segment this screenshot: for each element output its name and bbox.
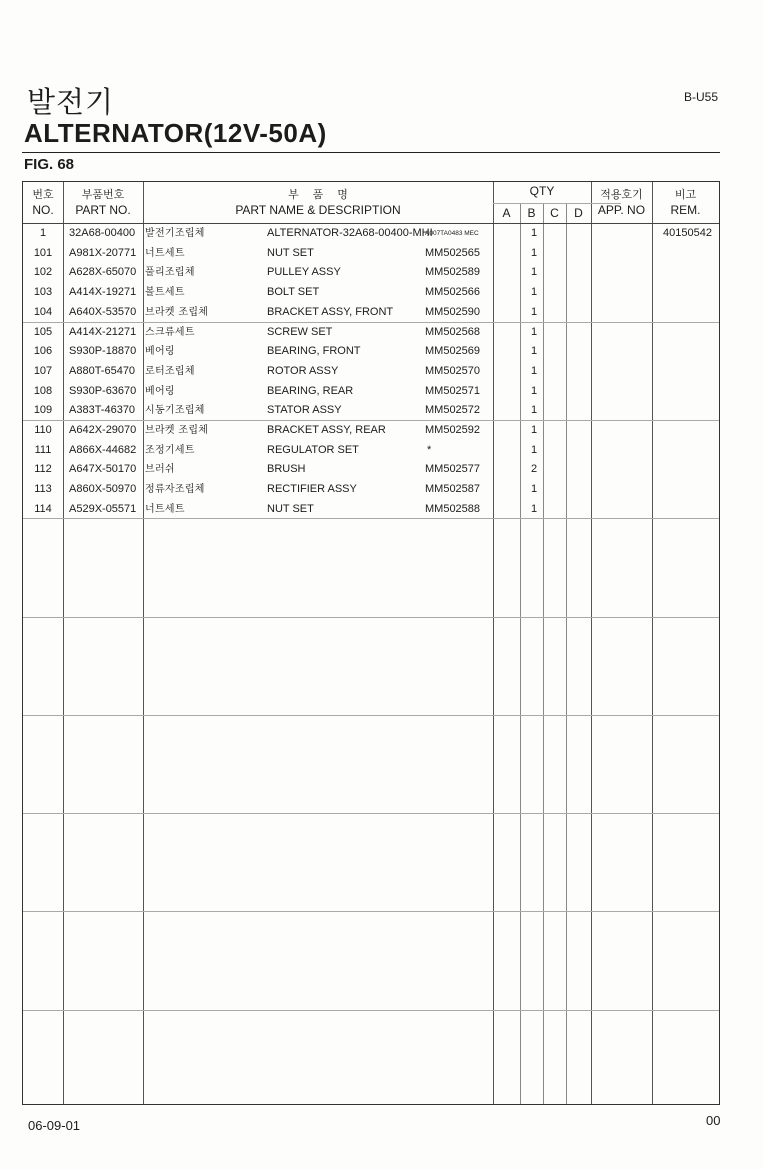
part-name-korean: 시동기조립체 <box>145 405 205 417</box>
table-row <box>23 401 719 421</box>
group-divider <box>23 1010 719 1011</box>
table-row <box>23 303 719 323</box>
table-row <box>23 224 719 244</box>
part-number: A642X-29070 <box>69 424 137 436</box>
part-name: BRACKET ASSY, FRONT <box>267 305 394 318</box>
table-row <box>23 323 719 343</box>
part-number: A647X-50170 <box>69 463 137 476</box>
maker-code: MM502568 <box>425 325 481 338</box>
part-name-korean: 브러쉬 <box>145 464 175 476</box>
header-app: APP. NO <box>597 203 646 217</box>
quantity-b: 1 <box>530 364 538 377</box>
maker-code: * <box>427 443 432 456</box>
quantity-b: 1 <box>530 246 538 259</box>
part-name: BEARING, FRONT <box>267 345 361 358</box>
remark: 40150542 <box>663 227 712 239</box>
figure-label: FIG. 68 <box>24 156 75 173</box>
quantity-b: 1 <box>530 404 538 417</box>
part-number: A414X-21271 <box>69 325 137 338</box>
part-name: REGULATOR SET <box>267 443 359 456</box>
quantity-b: 1 <box>530 502 538 515</box>
header-name-ko: 부 품 명 <box>288 188 348 201</box>
maker-code: MM502565 <box>425 246 481 259</box>
part-name-korean: 조정기세트 <box>145 444 195 456</box>
part-name: SCREW SET <box>267 325 333 338</box>
part-name-korean: 베어링 <box>145 385 175 397</box>
part-name: BRUSH <box>267 463 306 476</box>
table-row <box>23 342 719 362</box>
part-number: A529X-05571 <box>69 502 137 515</box>
part-name-korean: 너트세트 <box>145 503 185 515</box>
table-row <box>23 500 719 520</box>
row-number: 108 <box>33 384 53 397</box>
parts-table <box>22 181 720 1105</box>
part-name: BRACKET ASSY, REAR <box>267 424 386 436</box>
header-no-ko: 번호 <box>32 188 54 201</box>
row-number: 103 <box>33 286 53 299</box>
table-row <box>23 362 719 382</box>
part-name: ALTERNATOR-32A68-00400-MHI <box>267 227 433 239</box>
part-name-korean: 베어링 <box>145 346 175 358</box>
quantity-b: 1 <box>530 305 538 318</box>
part-name: PULLEY ASSY <box>267 266 341 279</box>
part-name: ROTOR ASSY <box>267 364 339 377</box>
table-row <box>23 263 719 283</box>
title-divider <box>22 152 720 153</box>
header-qty: QTY <box>529 184 555 198</box>
maker-code: MM502570 <box>425 364 481 377</box>
table-row <box>23 244 719 264</box>
part-number: 32A68-00400 <box>69 227 136 239</box>
quantity-b: 1 <box>530 227 538 239</box>
page-code: B-U55 <box>684 90 719 104</box>
row-number: 109 <box>33 404 53 417</box>
header-no: NO. <box>32 203 54 217</box>
row-number: 106 <box>33 345 53 358</box>
part-name: NUT SET <box>267 502 314 515</box>
part-number: A383T-46370 <box>69 404 136 417</box>
footer-date: 06-09-01 <box>28 1118 81 1133</box>
row-number: 112 <box>34 463 52 476</box>
group-divider <box>23 813 719 814</box>
maker-code: MM502577 <box>425 463 481 476</box>
header-part: PART NO. <box>75 203 131 217</box>
part-name-korean: 너트세트 <box>145 247 185 259</box>
quantity-b: 1 <box>530 345 538 358</box>
row-number: 110 <box>34 424 52 436</box>
maker-code: MM502566 <box>425 286 481 299</box>
row-number: 105 <box>33 325 53 338</box>
part-name-korean: 정류자조립체 <box>145 484 205 496</box>
page-title: ALTERNATOR(12V-50A) <box>24 118 327 148</box>
part-name: BOLT SET <box>267 286 320 299</box>
row-number: 102 <box>33 266 53 279</box>
row-number: 104 <box>33 305 53 318</box>
header-name: PART NAME & DESCRIPTION <box>235 203 401 217</box>
maker-code: MM502571 <box>425 384 481 397</box>
maker-code: MM502587 <box>425 483 481 496</box>
table-row <box>23 382 719 402</box>
row-number: 114 <box>34 502 52 515</box>
header-part-ko: 부품번호 <box>81 188 125 201</box>
group-divider <box>23 617 719 618</box>
table-row <box>23 421 719 441</box>
header-qty-d: D <box>574 206 583 220</box>
quantity-b: 1 <box>530 424 538 436</box>
quantity-b: 1 <box>530 483 538 496</box>
page-title-korean: 발전기 <box>27 85 115 119</box>
quantity-b: 2 <box>530 463 538 476</box>
header-app-ko: 적용호기 <box>600 188 643 201</box>
header-qty-a: A <box>502 206 511 220</box>
quantity-b: 1 <box>530 266 538 279</box>
part-name-korean: 발전기조립체 <box>145 228 205 239</box>
group-divider <box>23 911 719 912</box>
part-number: A880T-65470 <box>69 364 136 377</box>
table-row <box>23 283 719 303</box>
part-number: S930P-63670 <box>69 384 137 397</box>
table-row <box>23 460 719 480</box>
maker-code: A007TA0483 MEC <box>425 230 479 237</box>
part-number: A866X-44682 <box>69 443 137 456</box>
row-number: 113 <box>34 483 52 496</box>
part-name-korean: 로터조립체 <box>145 365 195 377</box>
part-name: NUT SET <box>267 246 314 259</box>
maker-code: MM502569 <box>425 345 481 358</box>
maker-code: MM502589 <box>425 266 481 279</box>
part-name-korean: 스크류세트 <box>145 326 195 338</box>
row-number: 107 <box>33 364 53 377</box>
part-name-korean: 브라켓 조립체 <box>145 425 209 436</box>
header-qty-b: B <box>527 206 536 220</box>
part-number: A640X-53570 <box>69 305 137 318</box>
row-number: 1 <box>39 227 47 239</box>
row-number: 101 <box>33 246 53 259</box>
maker-code: MM502572 <box>425 404 481 417</box>
quantity-b: 1 <box>530 325 538 338</box>
table-row <box>23 441 719 461</box>
header-qty-c: C <box>550 206 559 220</box>
part-name: STATOR ASSY <box>267 404 342 417</box>
part-name: BEARING, REAR <box>267 384 354 397</box>
header-rem-ko: 비고 <box>674 188 697 201</box>
part-number: S930P-18870 <box>69 345 137 358</box>
part-number: A628X-65070 <box>69 266 137 279</box>
maker-code: MM502592 <box>425 424 481 436</box>
group-divider <box>23 715 719 716</box>
quantity-b: 1 <box>530 286 538 299</box>
part-name-korean: 브라켓 조립체 <box>145 306 209 318</box>
maker-code: MM502590 <box>425 305 481 318</box>
part-number: A981X-20771 <box>69 246 137 259</box>
maker-code: MM502588 <box>425 502 481 515</box>
part-number: A860X-50970 <box>69 483 137 496</box>
part-number: A414X-19271 <box>69 286 137 299</box>
table-row <box>23 480 719 500</box>
part-name: RECTIFIER ASSY <box>267 483 357 496</box>
header-rem: REM. <box>670 203 701 217</box>
part-name-korean: 풀리조립체 <box>145 267 195 279</box>
row-number: 111 <box>34 443 52 456</box>
footer-page-number: 00 <box>706 1113 721 1128</box>
part-name-korean: 볼트세트 <box>145 287 185 299</box>
quantity-b: 1 <box>530 443 538 456</box>
quantity-b: 1 <box>530 384 538 397</box>
